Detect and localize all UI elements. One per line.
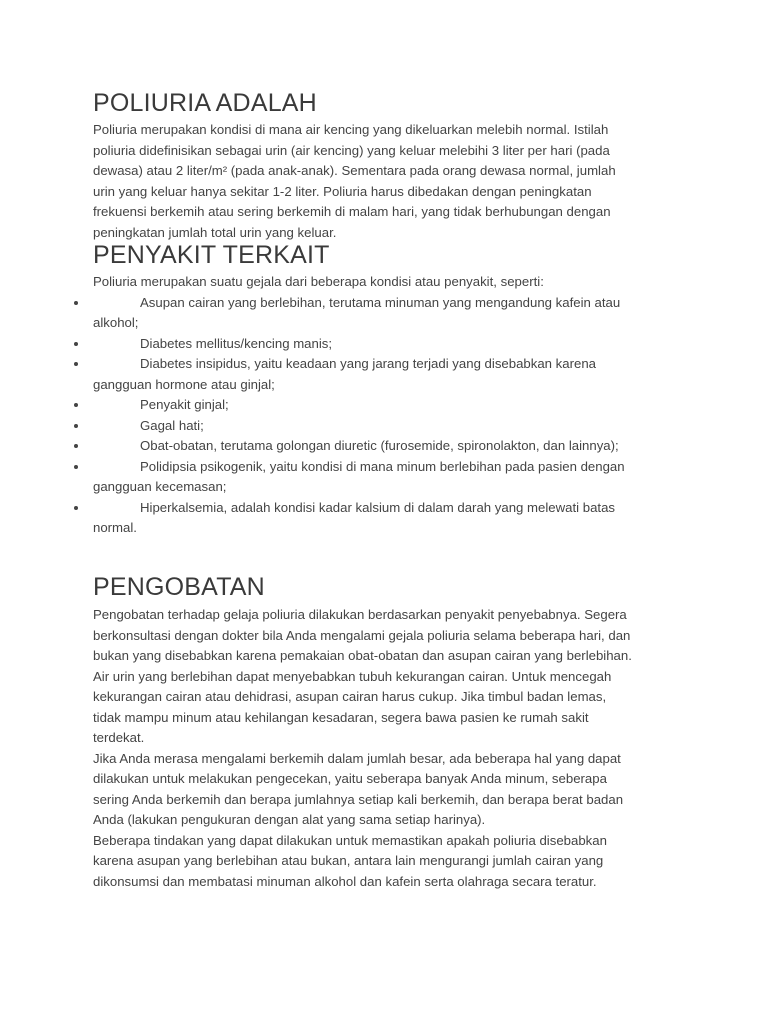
paragraph-penyakit-intro <box>93 272 683 293</box>
bullet-icon <box>74 342 78 346</box>
heading-pengobatan: PENGOBATAN <box>93 573 265 601</box>
list-item <box>0 334 768 355</box>
text-line: Air urin yang berlebihan dapat menyebabkan tubuh kekurangan cairan. Untuk mencegah <box>93 668 612 684</box>
list-item <box>0 354 768 395</box>
text-line: tidak mampu minum atau kehilangan kesadaran, segera bawa pasien ke rumah sakit <box>93 709 589 725</box>
text-line: frekuensi berkemih atau sering berkemih di malam hari, yang tidak berhubungan dengan <box>93 204 611 219</box>
text-line: berkonsultasi dengan dokter bila Anda mengalami gejala poliuria selama beberapa hari, dan <box>93 627 631 643</box>
list-item-continuation: gangguan kecemasan; <box>93 479 227 494</box>
text-line: dilakukan untuk melakukan pengecekan, yaitu seberapa banyak Anda minum, seberapa <box>93 771 607 786</box>
bullet-icon <box>74 506 78 510</box>
list-item-text: Diabetes mellitus/kencing manis; <box>140 335 333 351</box>
text-line: Poliuria merupakan suatu gejala dari beberapa kondisi atau penyakit, seperti: <box>93 274 544 289</box>
heading-penyakit-terkait: PENYAKIT TERKAIT <box>93 241 330 269</box>
text-line: terdekat. <box>93 730 145 745</box>
list-item-text: Gagal hati; <box>140 417 204 433</box>
heading-poliuria-adalah: POLIURIA ADALAH <box>93 89 317 117</box>
list-item-continuation: alkohol; <box>93 315 139 330</box>
list-item <box>0 498 768 539</box>
list-item-text: Obat-obatan, terutama golongan diuretic (furosemide, spironolakton, dan lainnya); <box>140 438 619 453</box>
list-item-text: Penyakit ginjal; <box>140 397 229 412</box>
text-line: kekurangan cairan atau dehidrasi, asupan cairan harus cukup. Jika timbul badan lemas, <box>93 689 607 704</box>
text-line: urin yang keluar hanya sekitar 1-2 liter. Poliuria harus dibedakan dengan peningkatan <box>93 183 592 199</box>
text-line: peningkatan jumlah total urin yang keluar. <box>93 224 337 240</box>
list-item <box>0 436 768 457</box>
text-line: sering Anda berkemih dan berapa jumlahnya setiap kali berkemih, dan berapa berat badan <box>93 791 624 807</box>
text-line: bukan yang disebabkan karena pemakaian obat-obatan dan asupan cairan yang berlebihan. <box>93 648 632 663</box>
text-line: Anda (lakukan pengukuran dengan alat yang sama setiap harinya). <box>93 812 486 827</box>
list-item <box>0 457 768 498</box>
list-item-continuation: normal. <box>93 520 137 535</box>
text-line: Poliuria merupakan kondisi di mana air kencing yang dikeluarkan melebih normal. Istilah <box>93 122 609 137</box>
text-line: Pengobatan terhadap gelaja poliuria dilakukan berdasarkan penyakit penyebabnya. Segera <box>93 607 627 622</box>
bullet-icon <box>74 362 78 366</box>
list-item <box>0 293 768 334</box>
bullet-icon <box>74 301 78 305</box>
list-item-text: Hiperkalsemia, adalah kondisi kadar kalsium di dalam darah yang melewati batas <box>140 499 615 515</box>
bullet-icon <box>74 403 78 407</box>
list-item-text: Polidipsia psikogenik, yaitu kondisi di mana minum berlebihan pada pasien dengan <box>140 458 625 474</box>
paragraph-pengobatan <box>93 605 683 892</box>
text-line: karena asupan yang berlebihan atau bukan, antara lain mengurangi jumlah cairan yang <box>93 853 604 868</box>
text-line: dikonsumsi dan membatasi minuman alkohol dan kafein serta olahraga secara teratur. <box>93 873 597 889</box>
text-line: dewasa) atau 2 liter/m² (pada anak-anak). Sementara pada orang dewasa normal, jumlah <box>93 163 616 178</box>
bullet-icon <box>74 444 78 448</box>
list-item-text: Asupan cairan yang berlebihan, terutama minuman yang mengandung kafein atau <box>140 294 621 310</box>
bullet-icon <box>74 424 78 428</box>
paragraph-poliuria-definition <box>93 120 683 243</box>
list-item-text: Diabetes insipidus, yaitu keadaan yang jarang terjadi yang disebabkan karena <box>140 356 597 371</box>
list-item <box>0 395 768 416</box>
bullet-icon <box>74 465 78 469</box>
list-item <box>0 416 768 437</box>
list-item-continuation: gangguan hormone atau ginjal; <box>93 376 275 392</box>
text-line: Beberapa tindakan yang dapat dilakukan untuk memastikan apakah poliuria disebabkan <box>93 832 607 848</box>
text-line: Jika Anda merasa mengalami berkemih dalam jumlah besar, ada beberapa hal yang dapat <box>93 750 621 766</box>
condition-list <box>0 293 768 539</box>
text-line: poliuria didefinisikan sebagai urin (air kencing) yang keluar melebihi 3 liter per hari (pada <box>93 142 610 158</box>
